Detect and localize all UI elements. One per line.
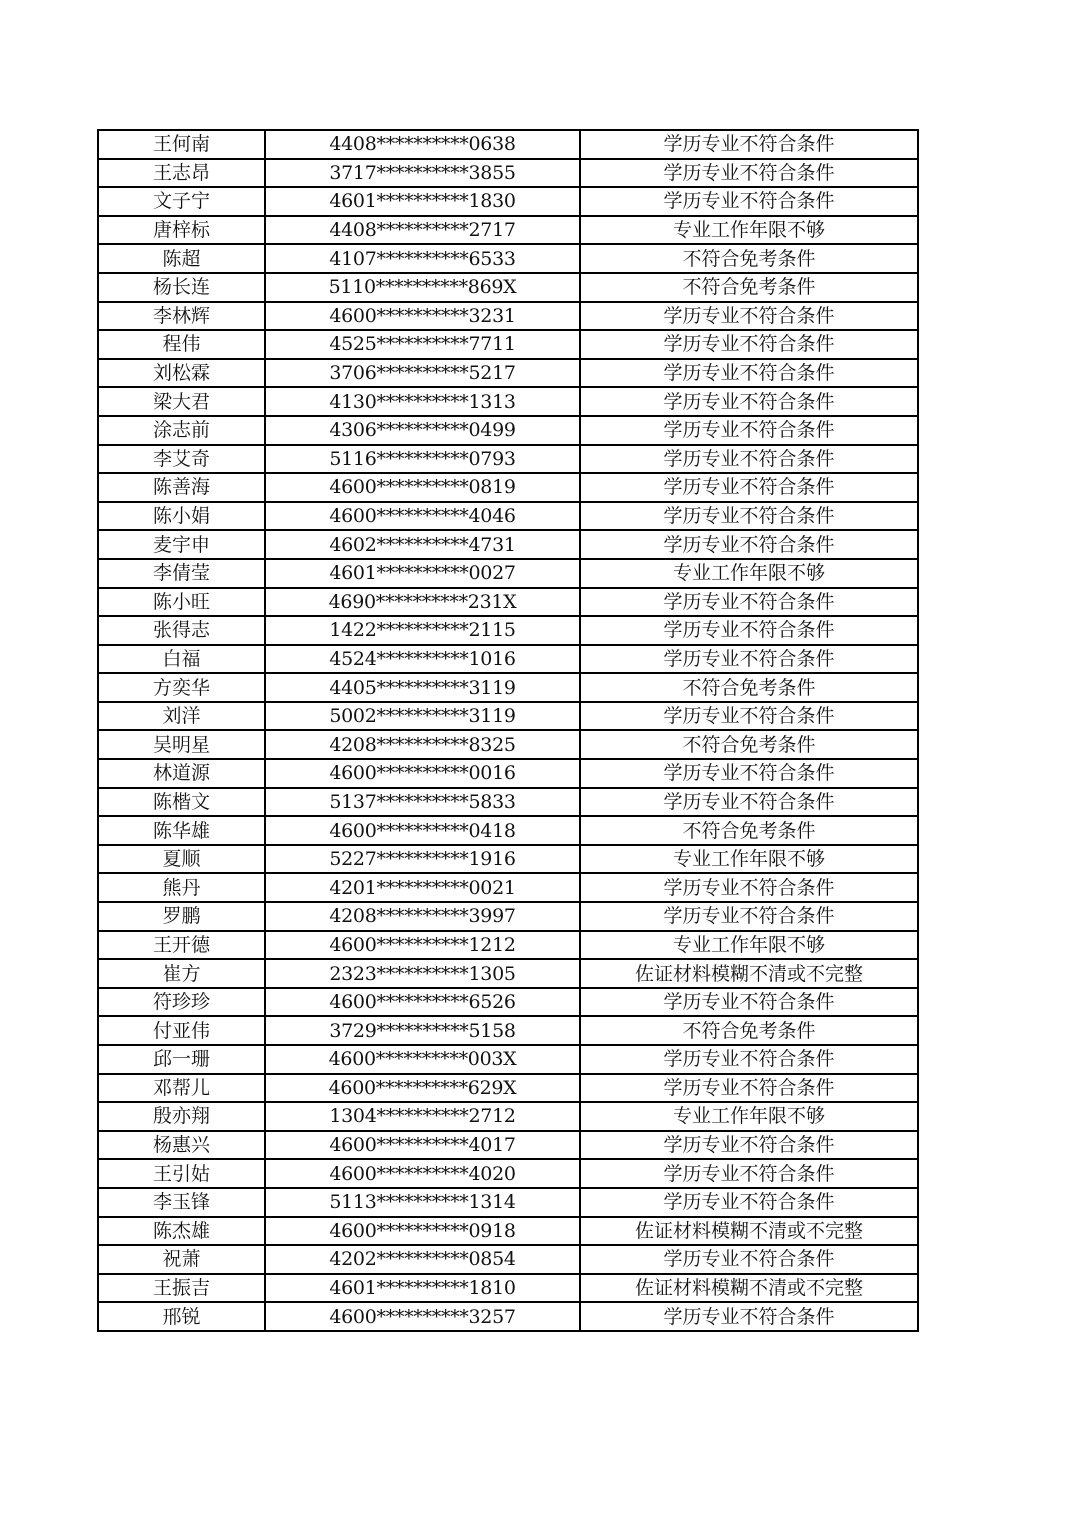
table-row [98, 1245, 918, 1274]
table-row [98, 159, 918, 188]
applicant-name-cell: 王振吉 [98, 1274, 265, 1303]
applicant-name-cell: 夏顺 [98, 845, 265, 874]
id-number-cell: 1422**********2115 [265, 616, 580, 645]
id-number-cell: 4600**********0016 [265, 759, 580, 788]
table-body [98, 130, 918, 1331]
table-row [98, 788, 918, 817]
table-row [98, 359, 918, 388]
rejection-reason-cell: 学历专业不符合条件 [580, 902, 918, 931]
table-row [98, 988, 918, 1017]
applicant-name-cell: 邢锐 [98, 1302, 265, 1331]
rejection-reason-cell: 佐证材料模糊不清或不完整 [580, 959, 918, 988]
document-page [97, 129, 917, 1332]
id-number-cell: 5002**********3119 [265, 702, 580, 731]
applicant-name-cell: 李玉锋 [98, 1188, 265, 1217]
applicant-name-cell: 杨惠兴 [98, 1131, 265, 1160]
applicant-name-cell: 刘洋 [98, 702, 265, 731]
id-number-cell: 4600**********3231 [265, 302, 580, 331]
applicant-name-cell: 陈超 [98, 244, 265, 273]
id-number-cell: 4600**********4046 [265, 502, 580, 531]
applicant-name-cell: 王开德 [98, 931, 265, 960]
id-number-cell: 5227**********1916 [265, 845, 580, 874]
rejection-reason-cell: 学历专业不符合条件 [580, 873, 918, 902]
table-row [98, 1131, 918, 1160]
id-number-cell: 4600**********0418 [265, 816, 580, 845]
applicant-name-cell: 熊丹 [98, 873, 265, 902]
id-number-cell: 4208**********8325 [265, 730, 580, 759]
table-row [98, 816, 918, 845]
table-row [98, 530, 918, 559]
table-row [98, 302, 918, 331]
rejection-reason-cell: 不符合免考条件 [580, 273, 918, 302]
rejection-reason-cell: 学历专业不符合条件 [580, 1302, 918, 1331]
table-row [98, 244, 918, 273]
table-row [98, 959, 918, 988]
id-number-cell: 4408**********2717 [265, 216, 580, 245]
rejection-reason-cell: 学历专业不符合条件 [580, 187, 918, 216]
applicant-name-cell: 邱一珊 [98, 1045, 265, 1074]
rejection-reason-cell: 学历专业不符合条件 [580, 130, 918, 159]
rejection-reason-cell: 学历专业不符合条件 [580, 588, 918, 617]
applicant-name-cell: 陈善海 [98, 473, 265, 502]
table-row [98, 759, 918, 788]
applicant-name-cell: 邓帮儿 [98, 1074, 265, 1103]
table-row [98, 273, 918, 302]
table-row [98, 416, 918, 445]
table-row [98, 559, 918, 588]
applicant-table [97, 129, 919, 1332]
applicant-name-cell: 陈华雄 [98, 816, 265, 845]
rejection-reason-cell: 学历专业不符合条件 [580, 445, 918, 474]
table-row [98, 1217, 918, 1246]
applicant-name-cell: 方奕华 [98, 673, 265, 702]
table-row [98, 387, 918, 416]
applicant-name-cell: 王何南 [98, 130, 265, 159]
rejection-reason-cell: 学历专业不符合条件 [580, 1188, 918, 1217]
rejection-reason-cell: 佐证材料模糊不清或不完整 [580, 1274, 918, 1303]
id-number-cell: 4208**********3997 [265, 902, 580, 931]
applicant-name-cell: 麦宇申 [98, 530, 265, 559]
table-row [98, 1016, 918, 1045]
id-number-cell: 4600**********0918 [265, 1217, 580, 1246]
table-row [98, 1074, 918, 1103]
rejection-reason-cell: 学历专业不符合条件 [580, 530, 918, 559]
id-number-cell: 3706**********5217 [265, 359, 580, 388]
table-row [98, 330, 918, 359]
id-number-cell: 4600**********1212 [265, 931, 580, 960]
id-number-cell: 4600**********4017 [265, 1131, 580, 1160]
applicant-name-cell: 白福 [98, 645, 265, 674]
applicant-name-cell: 陈小旺 [98, 588, 265, 617]
table-row [98, 730, 918, 759]
table-row [98, 702, 918, 731]
table-row [98, 873, 918, 902]
id-number-cell: 4600**********3257 [265, 1302, 580, 1331]
rejection-reason-cell: 学历专业不符合条件 [580, 1159, 918, 1188]
rejection-reason-cell: 学历专业不符合条件 [580, 616, 918, 645]
table-row [98, 502, 918, 531]
rejection-reason-cell: 学历专业不符合条件 [580, 302, 918, 331]
applicant-name-cell: 王引姑 [98, 1159, 265, 1188]
applicant-name-cell: 李林辉 [98, 302, 265, 331]
table-row [98, 1159, 918, 1188]
applicant-name-cell: 陈小娟 [98, 502, 265, 531]
applicant-name-cell: 涂志前 [98, 416, 265, 445]
id-number-cell: 4600**********003X [265, 1045, 580, 1074]
id-number-cell: 4690**********231X [265, 588, 580, 617]
applicant-name-cell: 王志昂 [98, 159, 265, 188]
rejection-reason-cell: 学历专业不符合条件 [580, 1245, 918, 1274]
rejection-reason-cell: 学历专业不符合条件 [580, 988, 918, 1017]
id-number-cell: 5116**********0793 [265, 445, 580, 474]
applicant-name-cell: 吴明星 [98, 730, 265, 759]
id-number-cell: 4201**********0021 [265, 873, 580, 902]
table-row [98, 845, 918, 874]
id-number-cell: 1304**********2712 [265, 1102, 580, 1131]
table-row [98, 902, 918, 931]
applicant-name-cell: 林道源 [98, 759, 265, 788]
id-number-cell: 4602**********4731 [265, 530, 580, 559]
applicant-name-cell: 殷亦翔 [98, 1102, 265, 1131]
applicant-name-cell: 张得志 [98, 616, 265, 645]
rejection-reason-cell: 学历专业不符合条件 [580, 416, 918, 445]
id-number-cell: 4408**********0638 [265, 130, 580, 159]
table-row [98, 616, 918, 645]
rejection-reason-cell: 专业工作年限不够 [580, 931, 918, 960]
rejection-reason-cell: 不符合免考条件 [580, 244, 918, 273]
id-number-cell: 4600**********6526 [265, 988, 580, 1017]
applicant-name-cell: 唐梓标 [98, 216, 265, 245]
rejection-reason-cell: 专业工作年限不够 [580, 1102, 918, 1131]
table-row [98, 1188, 918, 1217]
table-row [98, 1045, 918, 1074]
applicant-name-cell: 杨长连 [98, 273, 265, 302]
id-number-cell: 5113**********1314 [265, 1188, 580, 1217]
rejection-reason-cell: 佐证材料模糊不清或不完整 [580, 1217, 918, 1246]
rejection-reason-cell: 学历专业不符合条件 [580, 788, 918, 817]
id-number-cell: 3729**********5158 [265, 1016, 580, 1045]
table-row [98, 588, 918, 617]
id-number-cell: 4600**********0819 [265, 473, 580, 502]
table-row [98, 130, 918, 159]
rejection-reason-cell: 学历专业不符合条件 [580, 473, 918, 502]
rejection-reason-cell: 不符合免考条件 [580, 1016, 918, 1045]
rejection-reason-cell: 学历专业不符合条件 [580, 1045, 918, 1074]
table-row [98, 1274, 918, 1303]
table-row [98, 931, 918, 960]
table-row [98, 673, 918, 702]
id-number-cell: 4601**********0027 [265, 559, 580, 588]
table-row [98, 216, 918, 245]
id-number-cell: 4130**********1313 [265, 387, 580, 416]
rejection-reason-cell: 专业工作年限不够 [580, 559, 918, 588]
rejection-reason-cell: 学历专业不符合条件 [580, 759, 918, 788]
rejection-reason-cell: 学历专业不符合条件 [580, 702, 918, 731]
table-row [98, 1302, 918, 1331]
id-number-cell: 4601**********1810 [265, 1274, 580, 1303]
id-number-cell: 5137**********5833 [265, 788, 580, 817]
id-number-cell: 3717**********3855 [265, 159, 580, 188]
applicant-name-cell: 刘松霖 [98, 359, 265, 388]
applicant-name-cell: 文子宁 [98, 187, 265, 216]
rejection-reason-cell: 学历专业不符合条件 [580, 1131, 918, 1160]
applicant-name-cell: 陈杰雄 [98, 1217, 265, 1246]
id-number-cell: 4306**********0499 [265, 416, 580, 445]
id-number-cell: 5110**********869X [265, 273, 580, 302]
rejection-reason-cell: 学历专业不符合条件 [580, 330, 918, 359]
applicant-name-cell: 崔方 [98, 959, 265, 988]
id-number-cell: 4600**********4020 [265, 1159, 580, 1188]
rejection-reason-cell: 不符合免考条件 [580, 816, 918, 845]
applicant-name-cell: 祝萧 [98, 1245, 265, 1274]
rejection-reason-cell: 学历专业不符合条件 [580, 359, 918, 388]
id-number-cell: 4405**********3119 [265, 673, 580, 702]
applicant-name-cell: 程伟 [98, 330, 265, 359]
id-number-cell: 4600**********629X [265, 1074, 580, 1103]
rejection-reason-cell: 专业工作年限不够 [580, 216, 918, 245]
id-number-cell: 4601**********1830 [265, 187, 580, 216]
applicant-name-cell: 付亚伟 [98, 1016, 265, 1045]
applicant-name-cell: 李艾奇 [98, 445, 265, 474]
rejection-reason-cell: 学历专业不符合条件 [580, 387, 918, 416]
rejection-reason-cell: 学历专业不符合条件 [580, 502, 918, 531]
id-number-cell: 4202**********0854 [265, 1245, 580, 1274]
rejection-reason-cell: 学历专业不符合条件 [580, 159, 918, 188]
applicant-name-cell: 符珍珍 [98, 988, 265, 1017]
table-row [98, 645, 918, 674]
rejection-reason-cell: 专业工作年限不够 [580, 845, 918, 874]
table-row [98, 473, 918, 502]
id-number-cell: 4107**********6533 [265, 244, 580, 273]
id-number-cell: 4525**********7711 [265, 330, 580, 359]
applicant-name-cell: 李倩莹 [98, 559, 265, 588]
rejection-reason-cell: 不符合免考条件 [580, 673, 918, 702]
applicant-name-cell: 陈楷文 [98, 788, 265, 817]
id-number-cell: 4524**********1016 [265, 645, 580, 674]
rejection-reason-cell: 学历专业不符合条件 [580, 1074, 918, 1103]
table-row [98, 445, 918, 474]
rejection-reason-cell: 不符合免考条件 [580, 730, 918, 759]
rejection-reason-cell: 学历专业不符合条件 [580, 645, 918, 674]
applicant-name-cell: 梁大君 [98, 387, 265, 416]
id-number-cell: 2323**********1305 [265, 959, 580, 988]
applicant-name-cell: 罗鹏 [98, 902, 265, 931]
table-row [98, 1102, 918, 1131]
table-row [98, 187, 918, 216]
